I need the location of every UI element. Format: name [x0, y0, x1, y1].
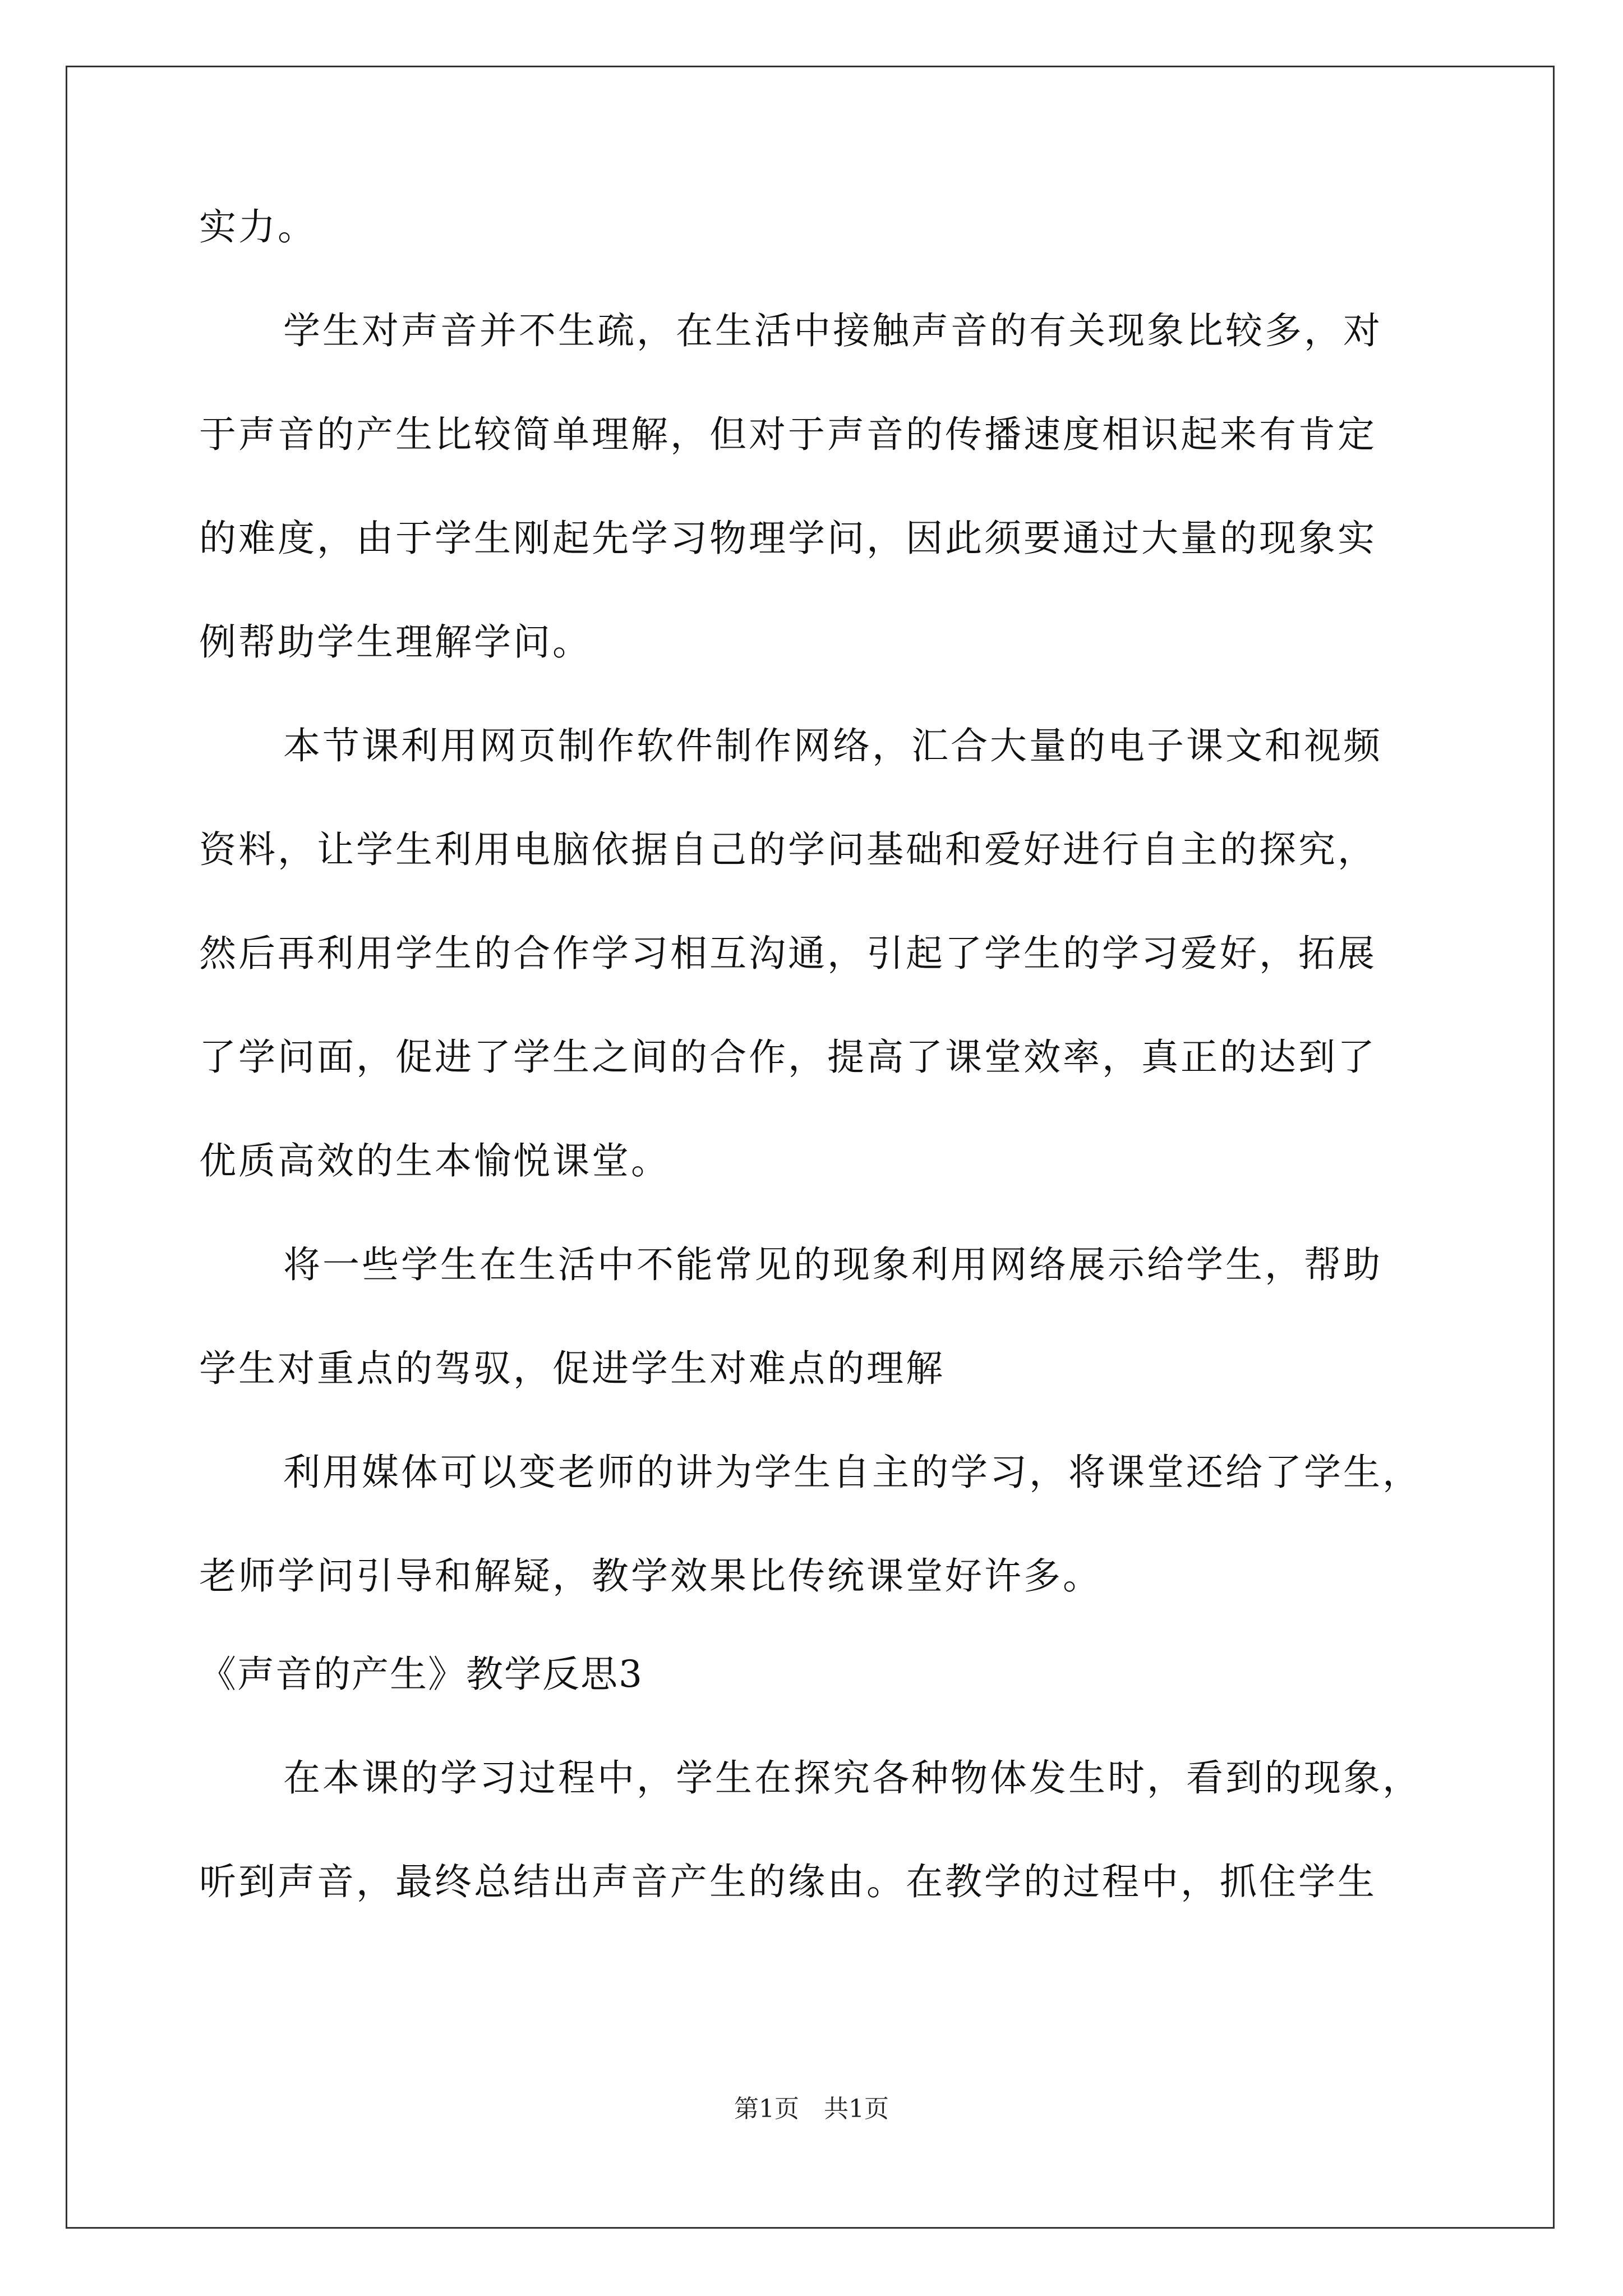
text-line: 资料，让学生利用电脑依据自己的学问基础和爱好进行自主的探究， — [199, 828, 1377, 871]
text-line: 老师学问引导和解疑，教学效果比传统课堂好许多。 — [199, 1554, 1102, 1598]
text-line: 将一些学生在生活中不能常见的现象利用网络展示给学生，帮助 — [283, 1243, 1382, 1286]
text-line: 例帮助学生理解学问。 — [199, 620, 592, 664]
text-line: 学生对重点的驾驭，促进学生对难点的理解 — [199, 1347, 945, 1390]
text-line: 实力。 — [199, 205, 317, 249]
text-line: 然后再利用学生的合作学习相互沟通，引起了学生的学习爱好，拓展 — [199, 932, 1377, 975]
text-line: 听到声音，最终总结出声音产生的缘由。在教学的过程中，抓住学生 — [199, 1860, 1377, 1903]
text-line: 优质高效的生本愉悦课堂。 — [199, 1139, 670, 1182]
section-heading: 《声音的产生》教学反思3 — [199, 1653, 643, 1696]
text-line: 利用媒体可以变老师的讲为学生自主的学习，将课堂还给了学生， — [283, 1451, 1422, 1494]
page-footer: 第1页 共1页 — [734, 2095, 889, 2123]
text-line: 的难度，由于学生刚起先学习物理学问，因此须要通过大量的现象实 — [199, 517, 1377, 560]
text-line: 本节课利用网页制作软件制作网络，汇合大量的电子课文和视频 — [283, 724, 1382, 767]
text-line: 在本课的学习过程中，学生在探究各种物体发生时，看到的现象， — [283, 1756, 1422, 1800]
text-line: 于声音的产生比较简单理解，但对于声音的传播速度相识起来有肯定 — [199, 413, 1377, 456]
text-line: 了学问面，促进了学生之间的合作，提高了课堂效率，真正的达到了 — [199, 1036, 1377, 1079]
text-line: 学生对声音并不生疏，在生活中接触声音的有关现象比较多，对 — [283, 309, 1382, 352]
